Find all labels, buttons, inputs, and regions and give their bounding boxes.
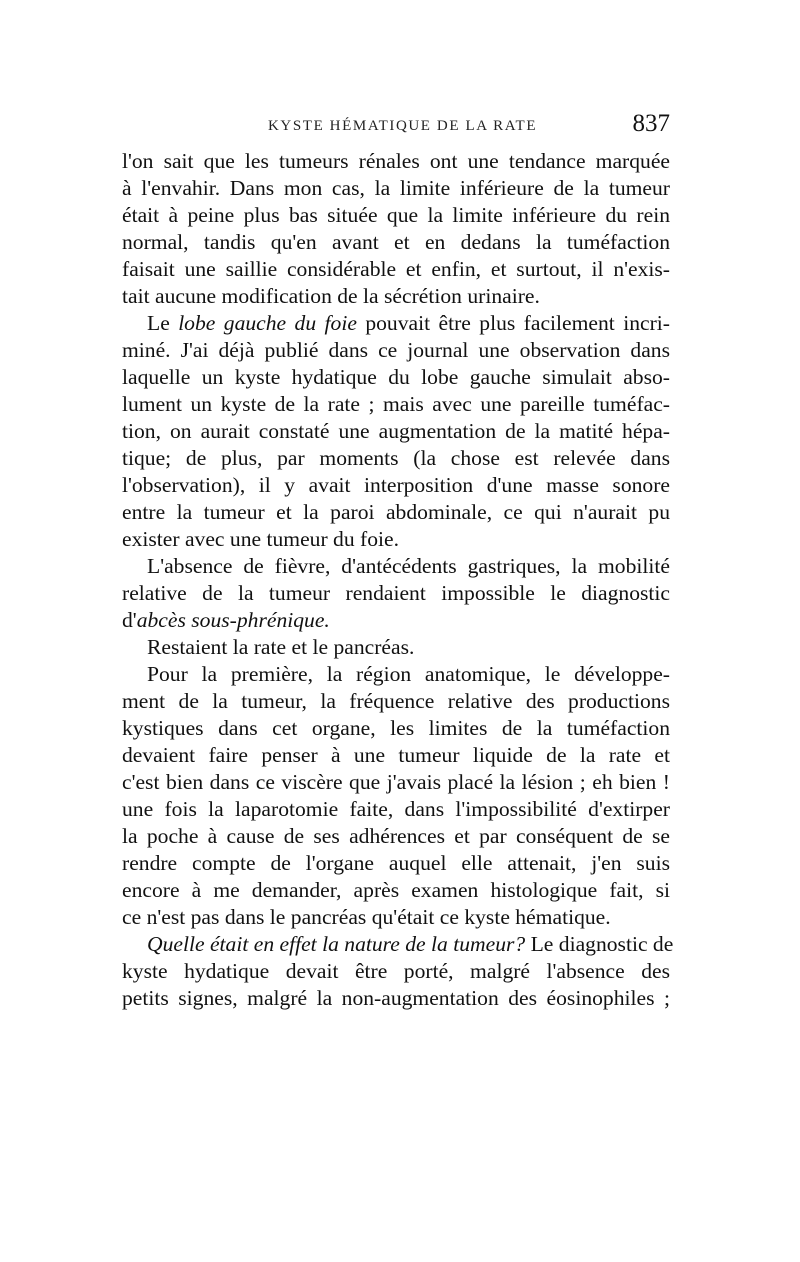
page-number: 837 — [632, 110, 670, 137]
italic-term: lobe gauche du foie — [178, 311, 357, 335]
text-line: était à peine plus bas située que la limite inférieure du rein — [122, 203, 670, 227]
italic-term: abcès sous-phrénique. — [136, 608, 330, 632]
text-line: d'abcès sous-phrénique. — [122, 608, 330, 632]
text-line: l'on sait que les tumeurs rénales ont une tendance marquée — [122, 149, 670, 173]
text-line: tion, on aurait constaté une augmentation de la matité hépa- — [122, 419, 670, 443]
paragraph-start-line: Le lobe gauche du foie pouvait être plus facilement incri- — [147, 311, 670, 335]
text-line: tait aucune modification de la sécrétion urinaire. — [122, 284, 540, 308]
text-line: à l'envahir. Dans mon cas, la limite inférieure de la tumeur — [122, 176, 670, 200]
text-line: faisait une saillie considérable et enfin, et surtout, il n'exis- — [122, 257, 670, 281]
text-line: une fois la laparotomie faite, dans l'impossibilité d'extirper — [122, 797, 670, 821]
paragraph-start-line: Quelle était en effet la nature de la tumeur? Le diagnostic de — [147, 932, 674, 956]
text-line: tique; de plus, par moments (la chose est relevée dans — [122, 446, 670, 470]
paragraph-start-line: Restaient la rate et le pancréas. — [147, 635, 415, 659]
text-line: kystiques dans cet organe, les limites de la tuméfaction — [122, 716, 670, 740]
text-line: kyste hydatique devait être porté, malgré l'absence des — [122, 959, 670, 983]
text-line: petits signes, malgré la non-augmentation des éosinophiles ; — [122, 986, 670, 1010]
paragraph-start-line: Pour la première, la région anatomique, le développe- — [147, 662, 670, 686]
text-line: l'observation), il y avait interposition d'une masse sonore — [122, 473, 670, 497]
text-line: ment de la tumeur, la fréquence relative des productions — [122, 689, 670, 713]
text-line: devaient faire penser à une tumeur liquide de la rate et — [122, 743, 670, 767]
text-line: lument un kyste de la rate ; mais avec une pareille tuméfac- — [122, 392, 670, 416]
text-line: ce n'est pas dans le pancréas qu'était ce kyste hématique. — [122, 905, 611, 929]
text-line: normal, tandis qu'en avant et en dedans la tuméfaction — [122, 230, 670, 254]
text-line: exister avec une tumeur du foie. — [122, 527, 400, 551]
text-line: encore à me demander, après examen histologique fait, si — [122, 878, 670, 902]
text-line: laquelle un kyste hydatique du lobe gauche simulait abso- — [122, 365, 670, 389]
running-title: KYSTE HÉMATIQUE DE LA RATE — [268, 118, 538, 134]
body-text — [122, 148, 674, 1012]
text-line: miné. J'ai déjà publié dans ce journal une observation dans — [122, 338, 670, 362]
running-header — [122, 110, 670, 144]
text-line: relative de la tumeur rendaient impossible le diagnostic — [122, 581, 670, 605]
paragraph-start-line: L'absence de fièvre, d'antécédents gastriques, la mobilité — [147, 554, 670, 578]
text-line: rendre compte de l'organe auquel elle attenait, j'en suis — [122, 851, 670, 875]
text-line: la poche à cause de ses adhérences et par conséquent de se — [122, 824, 670, 848]
text-line: entre la tumeur et la paroi abdominale, ce qui n'aurait pu — [122, 500, 670, 524]
italic-question: Quelle était en effet la nature de la tumeur? — [147, 932, 526, 956]
text-line: c'est bien dans ce viscère que j'avais placé la lésion ; eh bien ! — [122, 770, 670, 794]
